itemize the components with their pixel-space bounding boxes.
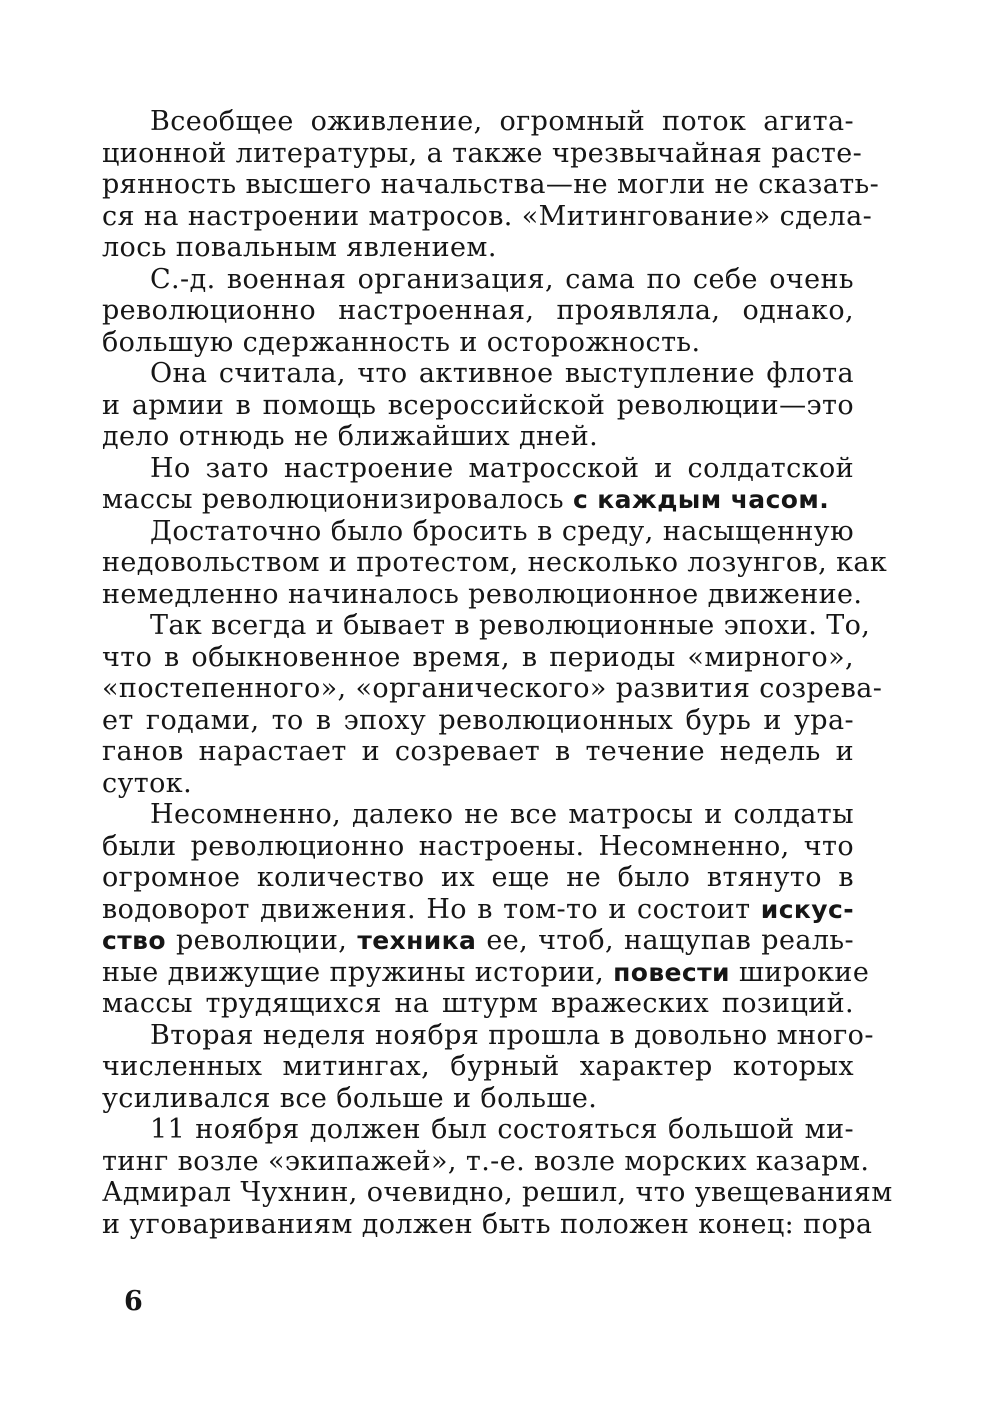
text-segment: ее, чтоб, нащупав реаль- bbox=[476, 925, 855, 956]
text-segment: Она считала, что активное выступление флота bbox=[150, 358, 854, 389]
text-segment: ные движущие пружины истории, bbox=[102, 956, 614, 988]
text-segment: ся на настроении матросов. «Митингование» сдела- bbox=[102, 200, 873, 232]
text-segment: немедленно начиналось революционное движение. bbox=[102, 578, 863, 610]
text-segment: рянность высшего начальства—не могли не сказать- bbox=[102, 169, 880, 200]
text-line bbox=[102, 1051, 854, 1083]
text-line bbox=[102, 894, 854, 926]
emphasis-text: техника bbox=[357, 926, 477, 955]
text-line bbox=[102, 831, 854, 863]
text-line bbox=[102, 862, 854, 894]
text-segment: ганов нарастает и созревает в течение недель и bbox=[102, 736, 854, 767]
text-segment: огромное количество их еще не было втянуто в bbox=[102, 862, 854, 893]
text-segment: что в обыкновенное время, в периоды «мирного», bbox=[102, 641, 854, 673]
text-segment: Несомненно, далеко не все матросы и солдаты bbox=[150, 799, 854, 830]
text-segment: «постепенного», «органического» развития созрева- bbox=[102, 673, 883, 704]
text-line bbox=[102, 484, 854, 516]
text-segment: Всеобщее оживление, огромный поток агита- bbox=[150, 106, 854, 137]
text-line bbox=[102, 956, 870, 989]
text-line bbox=[102, 106, 854, 138]
text-line bbox=[102, 390, 854, 422]
text-line bbox=[102, 1145, 870, 1178]
text-line bbox=[102, 358, 854, 390]
text-line bbox=[102, 578, 863, 611]
text-segment: ционной литературы, а также чрезвычайная расте- bbox=[102, 137, 863, 169]
page-number: 6 bbox=[124, 1286, 143, 1317]
text-segment: массы трудящихся на штурм вражеских позиций. bbox=[102, 988, 854, 1019]
emphasis-text: с каждым часом. bbox=[572, 485, 830, 514]
text-line bbox=[102, 421, 854, 453]
text-segment: Достаточно было бросить в среду, насыщенную bbox=[150, 515, 854, 547]
text-segment: Так всегда и бывает в революционные эпохи. То, bbox=[150, 610, 871, 641]
text-line bbox=[102, 547, 888, 579]
text-segment: Адмирал Чухнин, очевидно, решил, что увещеваниям bbox=[102, 1177, 893, 1208]
text-segment: 11 ноября должен был состояться большой ми- bbox=[150, 1114, 854, 1145]
text-segment: были революционно настроены. Несомненно, что bbox=[102, 830, 854, 862]
text-line bbox=[102, 610, 871, 642]
text-line bbox=[102, 925, 854, 957]
text-segment: Вторая неделя ноября прошла в довольно много- bbox=[150, 1019, 874, 1051]
text-segment: большую сдержанность и осторожность. bbox=[102, 326, 701, 358]
text-segment: революции, bbox=[165, 925, 358, 956]
text-segment: дело отнюдь не ближайших дней. bbox=[102, 421, 599, 452]
text-line bbox=[102, 799, 854, 831]
text-segment: усиливался все больше и больше. bbox=[102, 1082, 598, 1114]
text-line bbox=[102, 169, 880, 201]
text-line bbox=[102, 327, 854, 359]
text-segment: С.-д. военная организация, сама по себе очень bbox=[150, 263, 854, 295]
text-segment: Но зато настроение матросской и солдатской bbox=[150, 452, 854, 484]
text-line bbox=[102, 232, 854, 264]
text-line bbox=[102, 137, 863, 170]
text-line bbox=[102, 736, 854, 768]
text-line bbox=[102, 453, 854, 485]
text-segment: лось повальным явлением. bbox=[102, 232, 497, 263]
text-segment: тинг возле «экипажей», т.-е. возле морских казарм. bbox=[102, 1145, 870, 1177]
text-segment: революционно настроенная, проявляла, однако, bbox=[102, 295, 854, 326]
text-segment: широкие bbox=[729, 956, 870, 988]
text-line bbox=[102, 642, 854, 674]
text-segment: и армии в помощь всероссийской революции—это bbox=[102, 389, 854, 421]
text-line bbox=[102, 516, 854, 548]
text-line bbox=[102, 1208, 873, 1241]
text-line bbox=[102, 673, 883, 705]
text-line bbox=[102, 705, 854, 737]
text-segment: массы революционизировалось bbox=[102, 484, 573, 515]
text-line bbox=[102, 1114, 854, 1146]
emphasis-text: ство bbox=[102, 926, 166, 955]
text-segment: численных митингах, бурный характер которых bbox=[102, 1051, 854, 1082]
text-line bbox=[102, 1083, 854, 1115]
text-segment: водоворот движения. Но в том-то и состоит bbox=[102, 893, 761, 925]
text-line bbox=[102, 200, 873, 233]
text-line bbox=[102, 264, 854, 296]
body-text bbox=[102, 106, 893, 1240]
text-line bbox=[102, 768, 854, 800]
text-line bbox=[102, 1019, 874, 1052]
text-line bbox=[102, 295, 854, 327]
text-segment: недовольством и протестом, несколько лозунгов, как bbox=[102, 547, 888, 578]
text-segment: ет годами, то в эпоху революционных бурь и ура- bbox=[102, 704, 854, 736]
text-segment: суток. bbox=[102, 767, 193, 799]
text-segment: и уговариваниям должен быть положен конец: пора bbox=[102, 1208, 873, 1240]
text-line bbox=[102, 988, 854, 1020]
emphasis-text: повести bbox=[613, 957, 730, 987]
text-line bbox=[102, 1177, 893, 1209]
emphasis-text: искус- bbox=[760, 894, 854, 924]
